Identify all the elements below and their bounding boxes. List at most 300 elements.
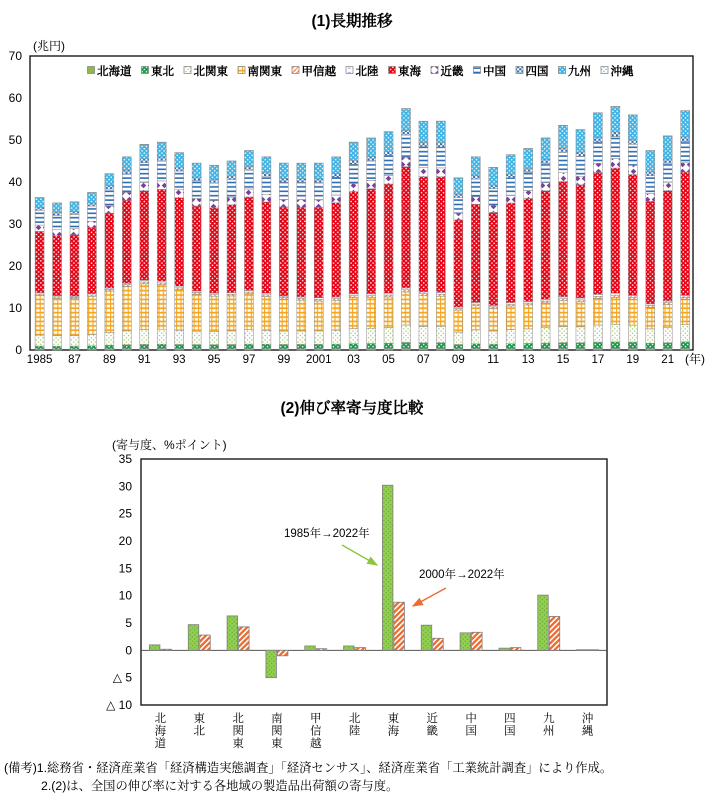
bar-1986-南関東 — [53, 298, 62, 335]
bar-2019-東海 — [628, 175, 637, 296]
bar-1994-東北 — [192, 345, 201, 349]
bar-北陸-1985年→2022年 — [344, 646, 355, 650]
bar-2009-九州 — [454, 178, 463, 194]
annotation-2000-2022: 2000年→2022年 — [419, 569, 505, 581]
bar-2003-北陸 — [349, 294, 358, 296]
bar-1994-四国 — [192, 177, 201, 181]
bar-2000-南関東 — [297, 300, 306, 331]
chart1-x-tick-87: 87 — [68, 354, 81, 366]
bar-2022-甲信越 — [681, 297, 690, 299]
chart2-x-label-近畿: 近畿 — [426, 713, 438, 738]
bar-南関東-2000年→2022年 — [277, 650, 288, 655]
bar-2019-北関東 — [628, 325, 637, 342]
bar-1998-九州 — [262, 157, 271, 173]
bar-2005-九州 — [384, 132, 393, 151]
bar-2019-南関東 — [628, 299, 637, 325]
bar-2007-東海 — [419, 177, 428, 292]
chart1-x-tick-1985: 1985 — [26, 354, 53, 366]
bar-2008-北関東 — [436, 326, 445, 342]
legend-label-北陸: 北陸 — [355, 66, 379, 78]
bar-2002-甲信越 — [332, 299, 341, 301]
bar-1992-中国 — [157, 161, 166, 181]
bar-甲信越-2000年→2022年 — [316, 649, 327, 651]
bar-1998-北関東 — [262, 330, 271, 344]
bar-1993-四国 — [175, 167, 184, 171]
bar-2014-東北 — [541, 343, 550, 349]
chart2-y-tick-15: 15 — [118, 561, 132, 576]
bar-2019-北陸 — [628, 295, 637, 297]
bar-1987-九州 — [70, 202, 79, 212]
bar-2007-九州 — [419, 121, 428, 142]
chart1-title: (1)長期推移 — [311, 13, 393, 30]
chart2-y-tick-5: 5 — [125, 616, 132, 630]
bar-1999-近畿 — [279, 200, 288, 207]
bar-2004-南関東 — [367, 297, 376, 328]
bar-2020-四国 — [646, 172, 655, 176]
bar-甲信越-1985年→2022年 — [305, 646, 316, 650]
bar-1987-北関東 — [70, 335, 79, 346]
bar-2018-東北 — [611, 342, 620, 349]
bar-1994-甲信越 — [192, 293, 201, 295]
legend-swatch-九州 — [559, 67, 566, 74]
bar-2012-中国 — [506, 178, 515, 196]
bar-2017-近畿 — [593, 163, 602, 172]
bar-2005-北関東 — [384, 328, 393, 344]
bar-1992-東海 — [157, 189, 166, 281]
bar-2003-甲信越 — [349, 296, 358, 298]
bar-2022-東海 — [681, 172, 690, 295]
bar-2021-四国 — [663, 159, 672, 163]
bar-1993-北関東 — [175, 330, 184, 344]
bar-1996-南関東 — [227, 296, 236, 331]
bar-1988-九州 — [87, 193, 96, 203]
bar-1989-四国 — [105, 186, 114, 189]
bar-2001-東海 — [314, 207, 323, 297]
bar-2002-中国 — [332, 177, 341, 195]
bar-2015-中国 — [559, 152, 568, 172]
bar-2015-東北 — [559, 343, 568, 349]
bar-1990-近畿 — [122, 192, 131, 200]
bar-2015-南関東 — [559, 301, 568, 327]
bar-2015-北陸 — [559, 297, 568, 299]
bar-2007-南関東 — [419, 296, 428, 327]
bar-2016-南関東 — [576, 302, 585, 327]
bar-1986-東北 — [53, 346, 62, 349]
bar-1995-南関東 — [210, 296, 219, 331]
bar-1988-四国 — [87, 203, 96, 206]
long-term-trend-chart — [0, 0, 705, 390]
bar-2006-近畿 — [401, 157, 410, 166]
bar-1999-東北 — [279, 344, 288, 348]
bar-2016-北陸 — [576, 298, 585, 300]
bar-1997-甲信越 — [244, 292, 253, 294]
bar-2009-南関東 — [454, 310, 463, 332]
bar-2005-東北 — [384, 343, 393, 348]
bar-2016-四国 — [576, 152, 585, 156]
bar-1999-南関東 — [279, 299, 288, 331]
bar-2006-北陸 — [401, 288, 410, 290]
legend-label-南関東: 南関東 — [247, 66, 282, 78]
bar-1994-北関東 — [192, 331, 201, 344]
chart2-y-tick-30: 30 — [118, 479, 132, 494]
bar-1997-東海 — [244, 197, 253, 290]
bar-2016-東北 — [576, 343, 585, 349]
bar-1992-四国 — [157, 157, 166, 161]
bar-2019-中国 — [628, 144, 637, 165]
chart2-title: (2)伸び率寄与度比較 — [280, 400, 424, 417]
bar-1998-四国 — [262, 173, 271, 177]
chart1-y-tick-60: 60 — [8, 91, 22, 105]
bar-2004-中国 — [367, 161, 376, 181]
bar-2000-中国 — [297, 182, 306, 199]
bar-2010-九州 — [471, 157, 480, 176]
bar-1993-近畿 — [175, 190, 184, 198]
chart2-x-label-北陸: 北陸 — [348, 713, 361, 738]
bar-1992-北関東 — [157, 329, 166, 344]
bar-2019-甲信越 — [628, 297, 637, 299]
bar-2006-四国 — [401, 131, 410, 136]
bar-1994-九州 — [192, 163, 201, 177]
bar-1997-四国 — [244, 167, 253, 171]
bar-2016-北関東 — [576, 327, 585, 343]
chart2-x-label-北関東: 北関東 — [232, 713, 244, 750]
bar-2016-甲信越 — [576, 300, 585, 302]
chart1-y-tick-30: 30 — [8, 217, 22, 231]
chart1-x-tick-17: 17 — [591, 354, 605, 366]
bar-2022-中国 — [681, 141, 690, 162]
bar-2018-四国 — [611, 132, 620, 137]
bar-2006-南関東 — [401, 292, 410, 325]
chart1-year-axis-label: (年) — [685, 352, 705, 366]
bar-1993-南関東 — [175, 290, 184, 331]
bar-2013-東海 — [524, 198, 533, 301]
bar-南関東-1985年→2022年 — [266, 650, 277, 677]
bar-2007-甲信越 — [419, 294, 428, 296]
bar-1989-南関東 — [105, 291, 114, 333]
bar-2005-甲信越 — [384, 295, 393, 297]
chart1-x-tick-89: 89 — [102, 354, 116, 366]
legend-swatch-北海道 — [88, 67, 95, 74]
bar-1993-甲信越 — [175, 288, 184, 290]
bar-2006-東北 — [401, 342, 410, 348]
bar-2018-近畿 — [611, 159, 620, 168]
bar-2015-近畿 — [559, 173, 568, 182]
bar-1990-南関東 — [122, 286, 131, 330]
bar-1999-四国 — [279, 179, 288, 183]
bar-2022-近畿 — [681, 163, 690, 172]
bar-2008-近畿 — [436, 168, 445, 177]
bar-2002-南関東 — [332, 300, 341, 330]
chart1-x-tick-03: 03 — [347, 354, 361, 366]
bar-2021-甲信越 — [663, 303, 672, 305]
bar-1999-北関東 — [279, 331, 288, 344]
bar-1990-甲信越 — [122, 285, 131, 287]
bar-1990-四国 — [122, 170, 131, 174]
bar-1996-北関東 — [227, 331, 236, 345]
bar-1986-四国 — [53, 213, 62, 216]
bar-1988-東海 — [87, 228, 96, 294]
bar-2020-東北 — [646, 343, 655, 349]
bar-1988-近畿 — [87, 221, 96, 227]
bar-2003-東北 — [349, 344, 358, 349]
bar-2002-四国 — [332, 174, 341, 178]
bar-1993-中国 — [175, 171, 184, 190]
bar-2020-近畿 — [646, 194, 655, 202]
bar-2014-東海 — [541, 191, 550, 300]
bar-2016-中国 — [576, 156, 585, 176]
bar-2001-南関東 — [314, 301, 323, 331]
bar-2016-九州 — [576, 130, 585, 153]
bar-2012-四国 — [506, 174, 515, 178]
bar-2021-東北 — [663, 343, 672, 349]
bar-2022-四国 — [681, 137, 690, 142]
bar-2013-甲信越 — [524, 303, 533, 305]
bar-2022-北陸 — [681, 295, 690, 297]
bar-2008-北陸 — [436, 292, 445, 294]
chart2-x-label-甲信越: 甲信越 — [310, 713, 322, 750]
bar-2011-北関東 — [489, 331, 498, 344]
bar-2019-近畿 — [628, 165, 637, 174]
bar-1985-東海 — [35, 231, 44, 292]
bar-1989-北関東 — [105, 333, 114, 346]
bar-2015-九州 — [559, 126, 568, 149]
bar-近畿-1985年→2022年 — [421, 625, 432, 650]
bar-2018-東海 — [611, 168, 620, 293]
bar-2006-九州 — [401, 109, 410, 131]
bar-2012-東海 — [506, 203, 515, 303]
bar-1988-南関東 — [87, 296, 96, 334]
bar-1991-四国 — [140, 159, 149, 163]
bar-1999-東海 — [279, 207, 288, 296]
bar-2018-南関東 — [611, 297, 620, 324]
bar-1996-四国 — [227, 176, 236, 180]
bar-2018-北陸 — [611, 293, 620, 295]
bar-2008-甲信越 — [436, 294, 445, 296]
bar-2012-九州 — [506, 155, 515, 174]
bar-1990-北関東 — [122, 331, 131, 345]
bar-北陸-2000年→2022年 — [355, 648, 366, 651]
chart1-x-tick-91: 91 — [137, 354, 151, 366]
chart2-y-tick-25: 25 — [118, 506, 132, 521]
legend-swatch-東北 — [142, 67, 149, 74]
bar-2007-中国 — [419, 147, 428, 168]
bar-2016-東海 — [576, 185, 585, 298]
chart2-x-label-東海: 東海 — [387, 713, 400, 738]
bar-2013-九州 — [524, 149, 533, 169]
legend-swatch-北関東 — [184, 67, 191, 74]
bar-2000-九州 — [297, 163, 306, 178]
bar-1992-北陸 — [157, 281, 166, 283]
bar-2015-北関東 — [559, 326, 568, 342]
bar-2019-九州 — [628, 115, 637, 140]
bar-2006-北関東 — [401, 325, 410, 342]
bar-2012-東北 — [506, 344, 515, 349]
legend-swatch-北陸 — [346, 67, 353, 74]
bar-1987-近畿 — [70, 229, 79, 235]
bar-2014-四国 — [541, 159, 550, 163]
legend-swatch-中国 — [474, 67, 481, 74]
bar-東北-2000年→2022年 — [200, 635, 211, 650]
bar-1990-中国 — [122, 174, 131, 193]
bar-1995-四国 — [210, 180, 219, 184]
bar-2007-東北 — [419, 343, 428, 349]
bar-1997-九州 — [244, 151, 253, 167]
bar-2004-北関東 — [367, 328, 376, 343]
bar-2014-北陸 — [541, 299, 550, 301]
bar-1997-東北 — [244, 344, 253, 349]
bar-2004-近畿 — [367, 180, 376, 188]
chart2-frame — [141, 459, 607, 705]
chart1-unit-label: (兆円) — [33, 39, 65, 53]
bar-1988-中国 — [87, 206, 96, 221]
bar-1987-東北 — [70, 346, 79, 349]
bar-2010-南関東 — [471, 306, 480, 330]
bar-2003-九州 — [349, 142, 358, 160]
bar-1995-九州 — [210, 165, 219, 179]
bar-1989-九州 — [105, 174, 114, 186]
bar-2001-四国 — [314, 179, 323, 183]
bar-2002-北関東 — [332, 330, 341, 344]
bar-1994-近畿 — [192, 199, 201, 207]
bar-2001-甲信越 — [314, 299, 323, 301]
bar-近畿-2000年→2022年 — [433, 638, 444, 650]
bar-2017-中国 — [593, 142, 602, 163]
bar-2007-近畿 — [419, 168, 428, 177]
bar-1993-九州 — [175, 153, 184, 167]
chart1-x-tick-05: 05 — [382, 354, 395, 366]
bar-1998-東海 — [262, 202, 271, 293]
bar-2013-東北 — [524, 343, 533, 348]
bar-2014-中国 — [541, 163, 550, 182]
bar-1996-甲信越 — [227, 294, 236, 296]
bar-1987-南関東 — [70, 299, 79, 336]
bar-1989-東北 — [105, 345, 114, 349]
chart1-x-tick-95: 95 — [207, 354, 221, 366]
legend-swatch-甲信越 — [292, 67, 299, 74]
bar-1985-北関東 — [35, 335, 44, 346]
bar-1994-中国 — [192, 181, 201, 199]
bar-1986-中国 — [53, 215, 62, 229]
bar-2003-近畿 — [349, 183, 358, 191]
bar-2002-東海 — [332, 203, 341, 297]
bar-沖縄-2000年→2022年 — [588, 650, 599, 651]
bar-2001-近畿 — [314, 200, 323, 207]
notes — [4, 759, 612, 795]
bar-2005-近畿 — [384, 175, 393, 184]
bar-1998-甲信越 — [262, 295, 271, 297]
bar-2018-九州 — [611, 107, 620, 132]
bar-2003-中国 — [349, 164, 358, 183]
bar-2009-中国 — [454, 197, 463, 213]
bar-2007-北関東 — [419, 326, 428, 342]
bar-1995-近畿 — [210, 201, 219, 208]
bar-1986-九州 — [53, 203, 62, 213]
bar-2002-東北 — [332, 344, 341, 349]
bar-2007-北陸 — [419, 292, 428, 294]
bar-1997-近畿 — [244, 189, 253, 197]
bar-1991-東北 — [140, 344, 149, 348]
bar-2011-東海 — [489, 212, 498, 305]
bar-2021-北陸 — [663, 301, 672, 303]
bar-2009-近畿 — [454, 213, 463, 220]
chart2-y-tick--10: △ 10 — [106, 698, 132, 712]
bar-2012-北関東 — [506, 330, 515, 344]
bar-2004-四国 — [367, 157, 376, 161]
bar-1996-中国 — [227, 180, 236, 198]
bar-2004-北陸 — [367, 294, 376, 296]
bar-1992-近畿 — [157, 181, 166, 189]
chart1-x-tick-21: 21 — [661, 354, 675, 366]
chart2-x-label-四国: 四国 — [504, 713, 516, 738]
bar-1993-東北 — [175, 344, 184, 348]
chart1-x-tick-13: 13 — [521, 354, 535, 366]
bar-2022-東北 — [681, 342, 690, 349]
bar-沖縄-1985年→2022年 — [577, 650, 588, 651]
bar-2021-東海 — [663, 191, 672, 301]
bar-2020-中国 — [646, 176, 655, 194]
bar-2014-南関東 — [541, 303, 550, 328]
bar-2001-九州 — [314, 163, 323, 179]
bar-2020-北関東 — [646, 329, 655, 343]
chart2-y-tick-35: 35 — [118, 452, 132, 466]
bar-2018-中国 — [611, 137, 620, 159]
bar-1985-東北 — [35, 346, 44, 349]
chart2-x-label-北海道: 北海道 — [154, 713, 167, 750]
bar-中国-2000年→2022年 — [472, 632, 483, 650]
bar-1991-北関東 — [140, 330, 149, 345]
bar-1995-中国 — [210, 183, 219, 200]
bar-1989-東海 — [105, 213, 114, 288]
bar-2009-四国 — [454, 194, 463, 197]
bar-2011-九州 — [489, 167, 498, 185]
bar-四国-1985年→2022年 — [499, 648, 510, 650]
bar-1992-南関東 — [157, 285, 166, 329]
bar-1997-北関東 — [244, 330, 253, 344]
bar-1996-東海 — [227, 205, 236, 293]
bar-2019-東北 — [628, 342, 637, 349]
bar-2017-九州 — [593, 113, 602, 138]
bar-2008-南関東 — [436, 296, 445, 326]
note-line-1: (備考)1.総務省・経済産業省「経済構造実態調査」「経済センサス」、経済産業省「工業統計調査」により作成。 — [4, 761, 613, 775]
bar-2011-近畿 — [489, 205, 498, 212]
bar-2003-四国 — [349, 160, 358, 164]
bar-2000-甲信越 — [297, 298, 306, 300]
bar-2004-九州 — [367, 138, 376, 157]
bar-2013-北関東 — [524, 329, 533, 344]
bar-2003-南関東 — [349, 297, 358, 328]
bar-2022-北関東 — [681, 325, 690, 342]
bar-1985-南関東 — [35, 295, 44, 335]
chart1-x-tick-11: 11 — [487, 354, 500, 366]
bar-2018-北関東 — [611, 324, 620, 342]
bar-2020-東海 — [646, 201, 655, 304]
bar-2005-東海 — [384, 184, 393, 293]
bar-1990-東海 — [122, 200, 131, 283]
bar-2000-東北 — [297, 344, 306, 348]
bar-2001-中国 — [314, 183, 323, 200]
bar-2009-東北 — [454, 344, 463, 348]
bar-2017-東海 — [593, 173, 602, 295]
bar-1998-近畿 — [262, 194, 271, 202]
bar-2004-東海 — [367, 189, 376, 294]
bar-1985-中国 — [35, 210, 44, 225]
legend-swatch-南関東 — [238, 67, 245, 74]
bar-1994-東海 — [192, 206, 201, 291]
bar-1987-四国 — [70, 212, 79, 215]
bar-1998-東北 — [262, 344, 271, 349]
chart1-x-tick-15: 15 — [556, 354, 570, 366]
bar-2010-北関東 — [471, 330, 480, 344]
